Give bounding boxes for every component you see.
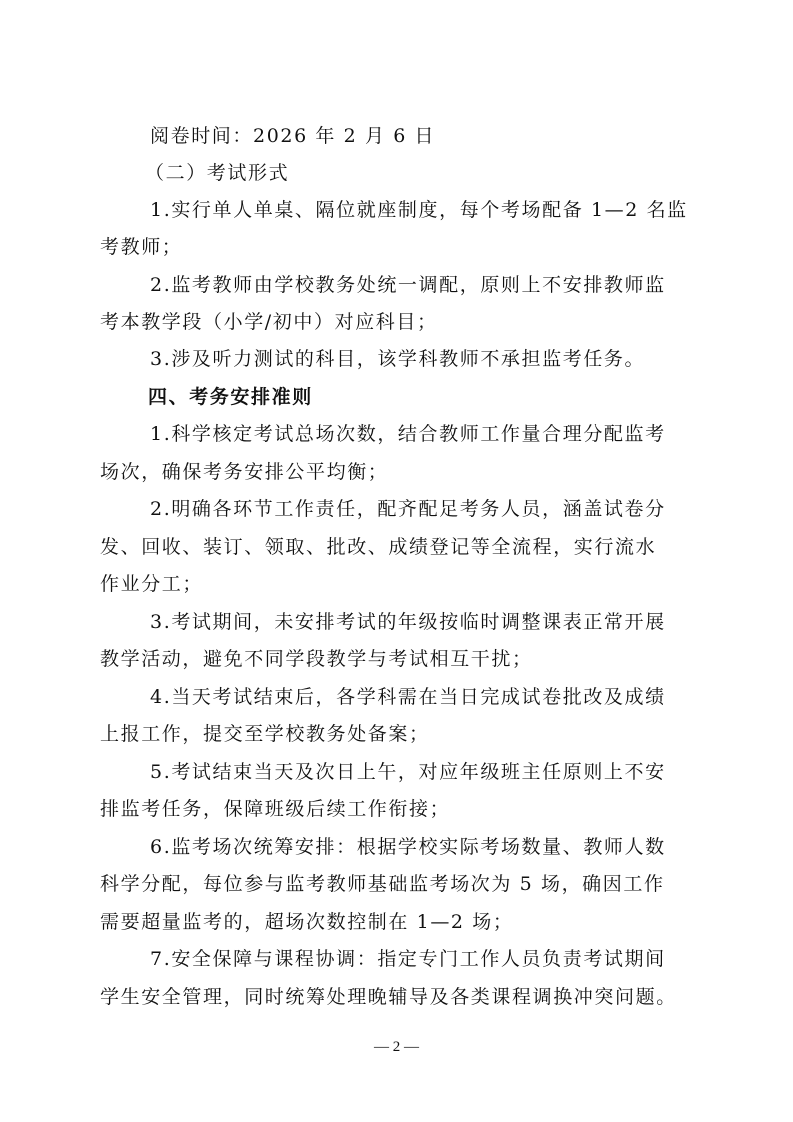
paragraph-line: 需要超量监考的，超场次数控制在 1—2 场； <box>100 911 514 933</box>
paragraph-line: 场次，确保考务安排公平均衡； <box>100 461 389 483</box>
page-number: — 2 — <box>374 1039 419 1055</box>
paragraph-line: 作业分工； <box>100 573 204 595</box>
paragraph-line: 科学分配，每位参与监考教师基础监考场次为 5 场，确因工作 <box>100 873 665 895</box>
paragraph-line: 1.科学核定考试总场次数，结合教师工作量合理分配监考 <box>150 423 666 445</box>
paragraph-line: 上报工作，提交至学校教务处备案； <box>100 723 430 745</box>
paragraph-line: 2.监考教师由学校教务处统一调配，原则上不安排教师监 <box>150 274 666 296</box>
paragraph-line: 学生安全管理，同时统筹处理晚辅导及各类课程调换冲突问题。 <box>100 986 677 1008</box>
paragraph-line: 1.实行单人单桌、隔位就座制度，每个考场配备 1—2 名监 <box>150 199 688 221</box>
paragraph-line: 2.明确各环节工作责任，配齐配足考务人员，涵盖试卷分 <box>150 498 666 520</box>
paragraph-line: 考教师； <box>100 236 183 258</box>
paragraph-line: 7.安全保障与课程协调：指定专门工作人员负责考试期间 <box>150 948 666 970</box>
paragraph-line: 教学活动，避免不同学段教学与考试相互干扰； <box>100 648 533 670</box>
paragraph-line: 3.考试期间，未安排考试的年级按临时调整课表正常开展 <box>150 611 666 633</box>
section-heading-exam-rules: 四、考务安排准则 <box>148 386 313 408</box>
section-heading-exam-format: （二）考试形式 <box>145 162 290 184</box>
paragraph-line: 4.当天考试结束后，各学科需在当日完成试卷批改及成绩 <box>150 686 666 708</box>
paragraph-line: 排监考任务，保障班级后续工作衔接； <box>100 798 451 820</box>
paragraph-line: 考本教学段（小学/初中）对应科目； <box>100 311 438 333</box>
paragraph-line: 6.监考场次统筹安排：根据学校实际考场数量、教师人数 <box>150 836 666 858</box>
paragraph-line: 5.考试结束当天及次日上午，对应年级班主任原则上不安 <box>150 761 666 783</box>
review-time-line: 阅卷时间：2026 年 2 月 6 日 <box>150 125 436 147</box>
paragraph-line: 发、回收、装订、领取、批改、成绩登记等全流程，实行流水 <box>100 536 657 558</box>
paragraph-line: 3.涉及听力测试的科目，该学科教师不承担监考任务。 <box>150 348 646 370</box>
